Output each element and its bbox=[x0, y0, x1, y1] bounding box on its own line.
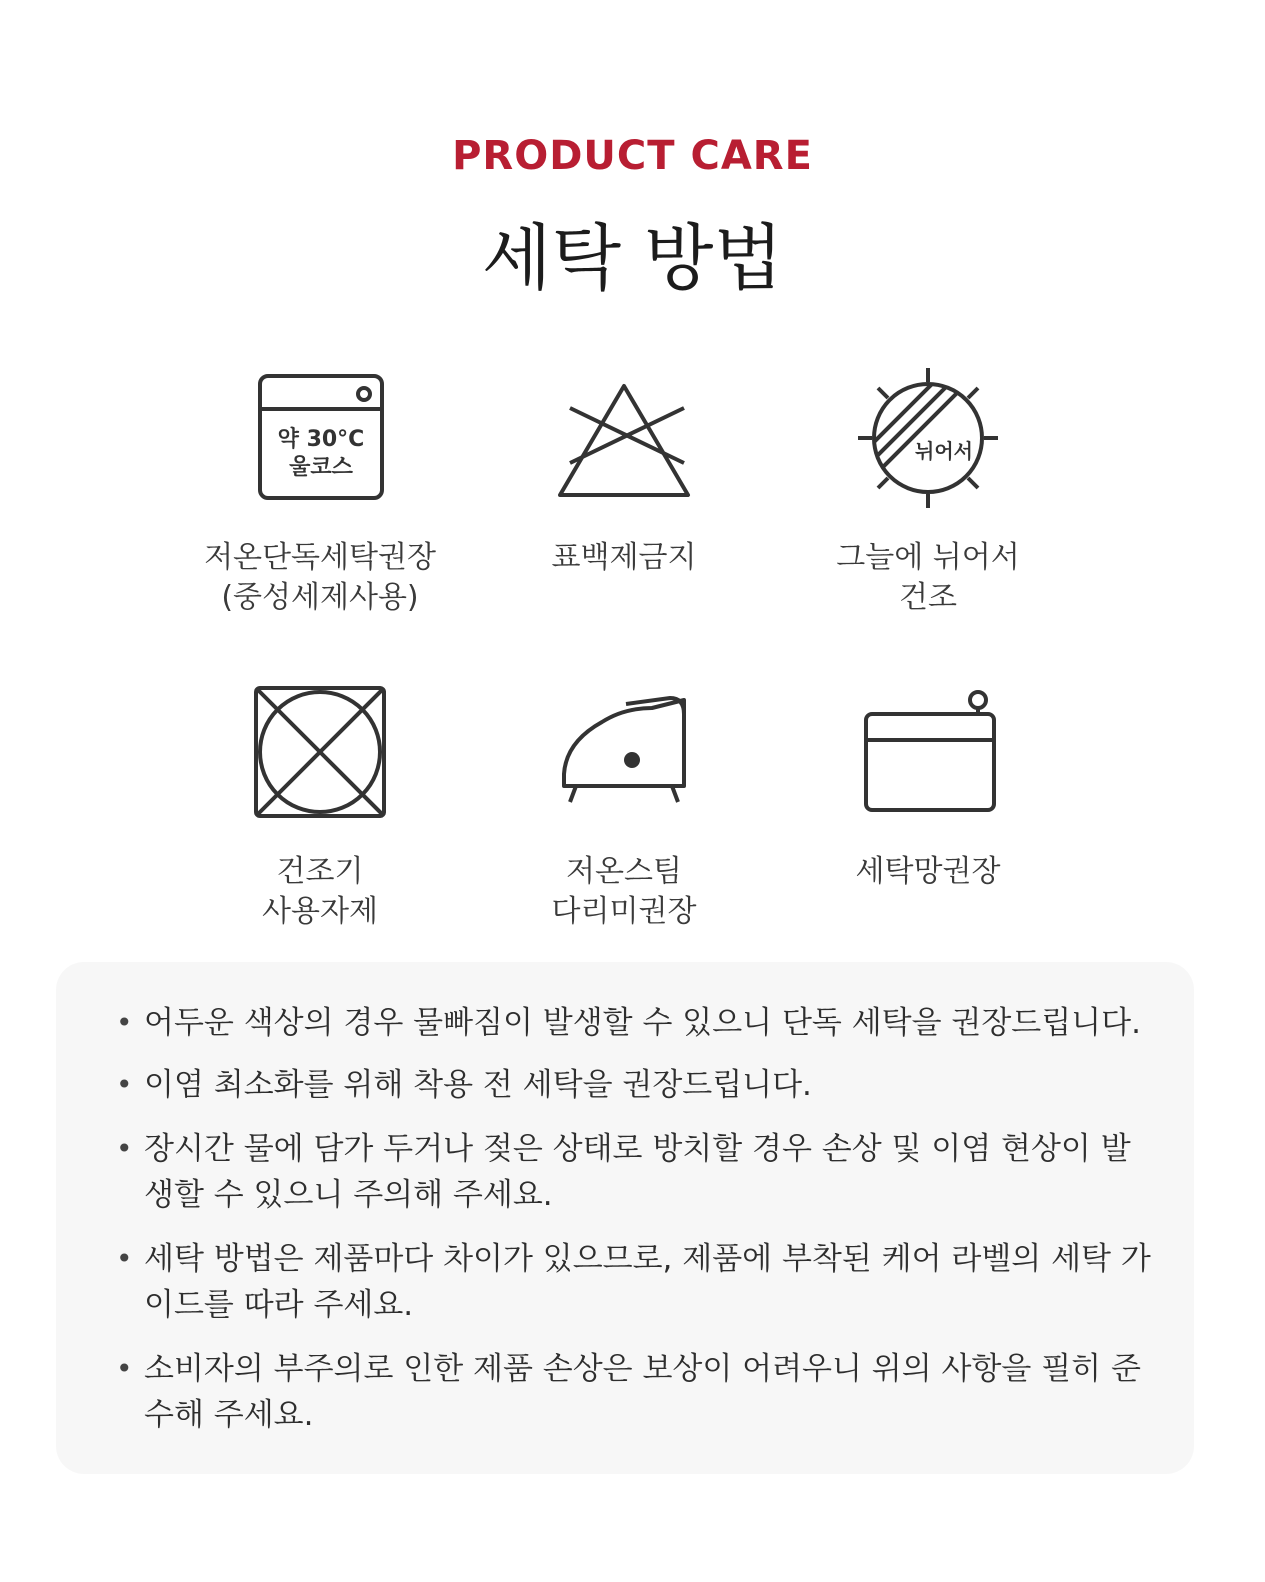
dry-icon-text: 뉘어서 bbox=[915, 439, 973, 463]
notice-text: 이염 최소화를 위해 착용 전 세탁을 권장드립니다. bbox=[144, 1067, 812, 1103]
wash-tub-icon bbox=[250, 368, 390, 508]
care-item-iron bbox=[474, 682, 774, 942]
no-bleach-icon bbox=[554, 368, 694, 508]
wash-course-text: 울코스 bbox=[289, 455, 353, 480]
bullet-icon: • bbox=[116, 1132, 133, 1165]
notice-text: 어두운 색상의 경우 물빠짐이 발생할 수 있으니 단독 세탁을 권장드립니다. bbox=[144, 1005, 1141, 1041]
bullet-icon: • bbox=[116, 1352, 133, 1385]
notice-text: 소비자의 부주의로 인한 제품 손상은 보상이 어려우니 위의 사항을 필히 준수해 주세요. bbox=[144, 1351, 1141, 1433]
care-item-wash bbox=[170, 368, 470, 628]
low-iron-icon bbox=[554, 682, 694, 822]
wash-temp-text: 약 30°C bbox=[277, 427, 365, 452]
care-item-dry bbox=[778, 368, 1078, 628]
care-notice-box bbox=[56, 962, 1194, 1474]
notice-item bbox=[116, 1346, 1154, 1438]
page-title: 세탁 방법 bbox=[481, 216, 784, 300]
care-label-dry: 그늘에 뉘어서 건조 bbox=[836, 540, 1020, 615]
notice-item bbox=[116, 1126, 1154, 1218]
care-label-tumble: 건조기 사용자제 bbox=[262, 854, 378, 929]
care-item-tumble bbox=[170, 682, 470, 942]
shade-dry-icon bbox=[858, 368, 998, 508]
care-label-net: 세탁망권장 bbox=[855, 854, 1001, 889]
notice-item bbox=[116, 1236, 1154, 1328]
bullet-icon: • bbox=[116, 1242, 133, 1275]
care-label-iron: 저온스팀 다리미권장 bbox=[551, 854, 697, 929]
section-eyebrow: PRODUCT CARE bbox=[452, 133, 813, 179]
no-tumble-dry-icon bbox=[250, 682, 390, 822]
bullet-icon: • bbox=[116, 1068, 133, 1101]
care-item-bleach bbox=[474, 368, 774, 628]
care-label-bleach: 표백제금지 bbox=[551, 540, 697, 575]
care-label-wash: 저온단독세탁권장 (중성세제사용) bbox=[204, 540, 436, 615]
bullet-icon: • bbox=[116, 1006, 133, 1039]
notice-item bbox=[116, 1000, 1154, 1046]
notice-text: 장시간 물에 담가 두거나 젖은 상태로 방치할 경우 손상 및 이염 현상이 발생할 수 있으니 주의해 주세요. bbox=[144, 1131, 1131, 1213]
notice-item bbox=[116, 1062, 1154, 1108]
notice-text: 세탁 방법은 제품마다 차이가 있으므로, 제품에 부착된 케어 라벨의 세탁 가이드를 따라 주세요. bbox=[144, 1241, 1151, 1323]
laundry-net-icon bbox=[858, 682, 998, 822]
care-item-net bbox=[778, 682, 1078, 942]
